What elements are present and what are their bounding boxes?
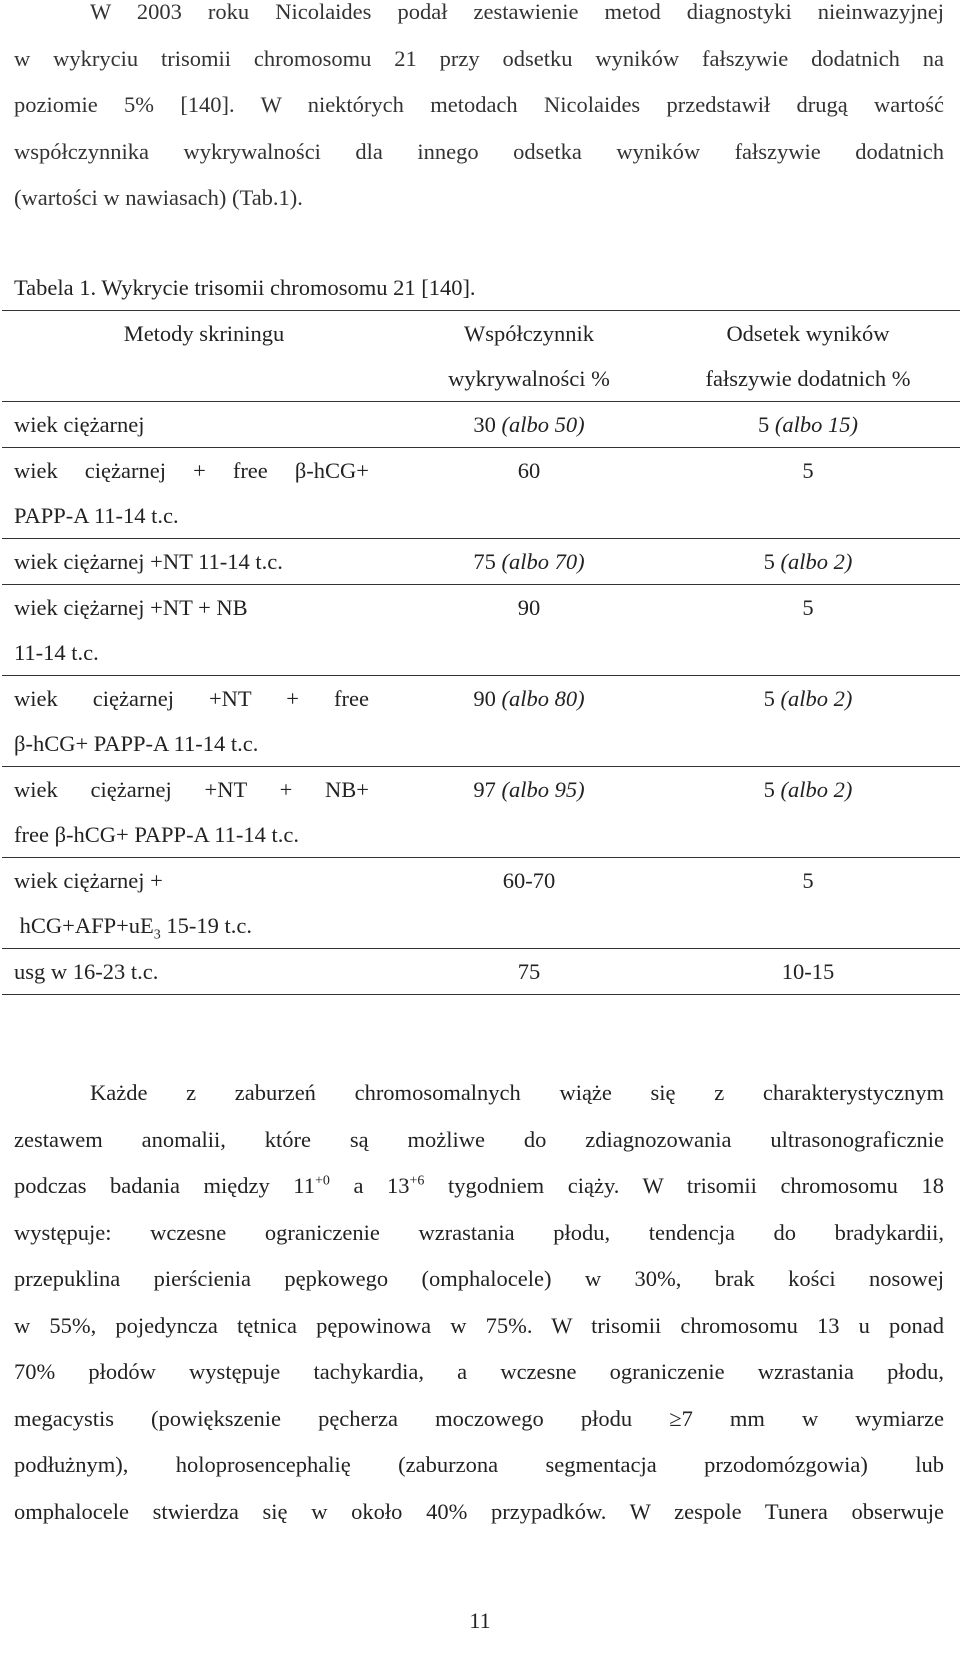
text-line: w wykryciu trisomii chromosomu 21 przy odsetku wyników fałszywie dodatnich na [14, 45, 944, 71]
text-line: podczas badania między $11^{+0}$ a $13^{+6}$ tygodniem ciąży. W trisomii chromosomu 18 [14, 1173, 944, 1198]
false-positive-cell: 10-15 [664, 949, 960, 995]
text-line: zestawem anomalii, które są możliwe do zdiagnozowania ultrasonograficznie [14, 1126, 944, 1152]
screening-methods-table [2, 310, 960, 995]
text-line: Każde z zaburzeń chromosomalnych wiąże się z charakterystycznym [90, 1080, 944, 1105]
page-number: 11 [469, 1608, 491, 1633]
detection-cell: 90 [394, 585, 664, 676]
text-line: współczynnika wykrywalności dla innego odsetka wyników fałszywie dodatnich [14, 138, 944, 164]
method-cell: usg w 16-23 t.c. [2, 949, 394, 995]
text-line: (wartości w nawiasach) (Tab.1). [14, 185, 303, 210]
method-cell: wiek ciężarnej + free β-hCG+ PAPP-A 11-14 t.c. [2, 448, 394, 539]
table-row [2, 949, 960, 995]
text-line: poziomie 5% [140]. W niektórych metodach Nicolaides przedstawił drugą wartość [14, 92, 944, 117]
detection-cell: 75 (albo 70) [394, 539, 664, 585]
greater-equal-symbol: ≥ [669, 1405, 682, 1431]
text-line: omphalocele stwierdza się w około 40% przypadków. W zespole Tunera obserwuje [14, 1498, 944, 1524]
table-row [2, 539, 960, 585]
method-cell: wiek ciężarnej +NT + NB+ free β-hCG+ PAPP-A 11-14 t.c. [2, 767, 394, 858]
detection-cell: 60 [394, 448, 664, 539]
intro-paragraph [14, 0, 944, 222]
table-row [2, 767, 960, 858]
table-row [2, 858, 960, 949]
false-positive-cell: 5 (albo 15) [664, 402, 960, 448]
text-line: megacystis (powiększenie pęcherza moczowego płodu ≥7 mm w wymiarze [14, 1405, 944, 1431]
header-methods: Metody skriningu [2, 311, 394, 402]
method-cell: wiek ciężarnej + $hCG+AFP+uE_3$ 15-19 t.c. [2, 858, 394, 949]
detection-cell: 90 (albo 80) [394, 676, 664, 767]
detection-cell: 60-70 [394, 858, 664, 949]
false-positive-cell: 5 [664, 448, 960, 539]
text-line: przepuklina pierścienia pępkowego (omphalocele) w 30%, brak kości nosowej [14, 1266, 944, 1291]
false-positive-cell: 5 [664, 585, 960, 676]
false-positive-cell: 5 (albo 2) [664, 767, 960, 858]
table-row [2, 448, 960, 539]
text-line: występuje: wczesne ograniczenie wzrastania płodu, tendencja do bradykardii, [14, 1219, 944, 1245]
header-false-positive: Odsetek wyników fałszywie dodatnich % [664, 311, 960, 402]
text-line: podłużnym), holoprosencephalię (zaburzona segmentacja przodomózgowia) lub [14, 1452, 944, 1477]
table-header-row [2, 311, 960, 402]
header-detection-rate: Współczynnik wykrywalności % [394, 311, 664, 402]
text-line: W 2003 roku Nicolaides podał zestawienie metod diagnostyki nieinwazyjnej [90, 0, 944, 24]
table-row [2, 676, 960, 767]
method-cell: wiek ciężarnej +NT + free β-hCG+ PAPP-A 11-14 t.c. [2, 676, 394, 767]
false-positive-cell: 5 (albo 2) [664, 676, 960, 767]
false-positive-cell: 5 [664, 858, 960, 949]
method-cell: wiek ciężarnej [2, 402, 394, 448]
detection-cell: 30 (albo 50) [394, 402, 664, 448]
text-line: w 55%, pojedyncza tętnica pępowinowa w 75%. W trisomii chromosomu 13 u ponad [14, 1312, 944, 1338]
detection-cell: 75 [394, 949, 664, 995]
method-cell: wiek ciężarnej +NT + NB 11-14 t.c. [2, 585, 394, 676]
table-row [2, 585, 960, 676]
table-row [2, 402, 960, 448]
text-line: 70% płodów występuje tachykardia, a wczesne ograniczenie wzrastania płodu, [14, 1359, 944, 1384]
detection-cell: 97 (albo 95) [394, 767, 664, 858]
table-caption: Tabela 1. Wykrycie trisomii chromosomu 21 [140]. [14, 275, 476, 300]
false-positive-cell: 5 (albo 2) [664, 539, 960, 585]
method-cell: wiek ciężarnej +NT 11-14 t.c. [2, 539, 394, 585]
body-paragraph [14, 1070, 944, 1535]
